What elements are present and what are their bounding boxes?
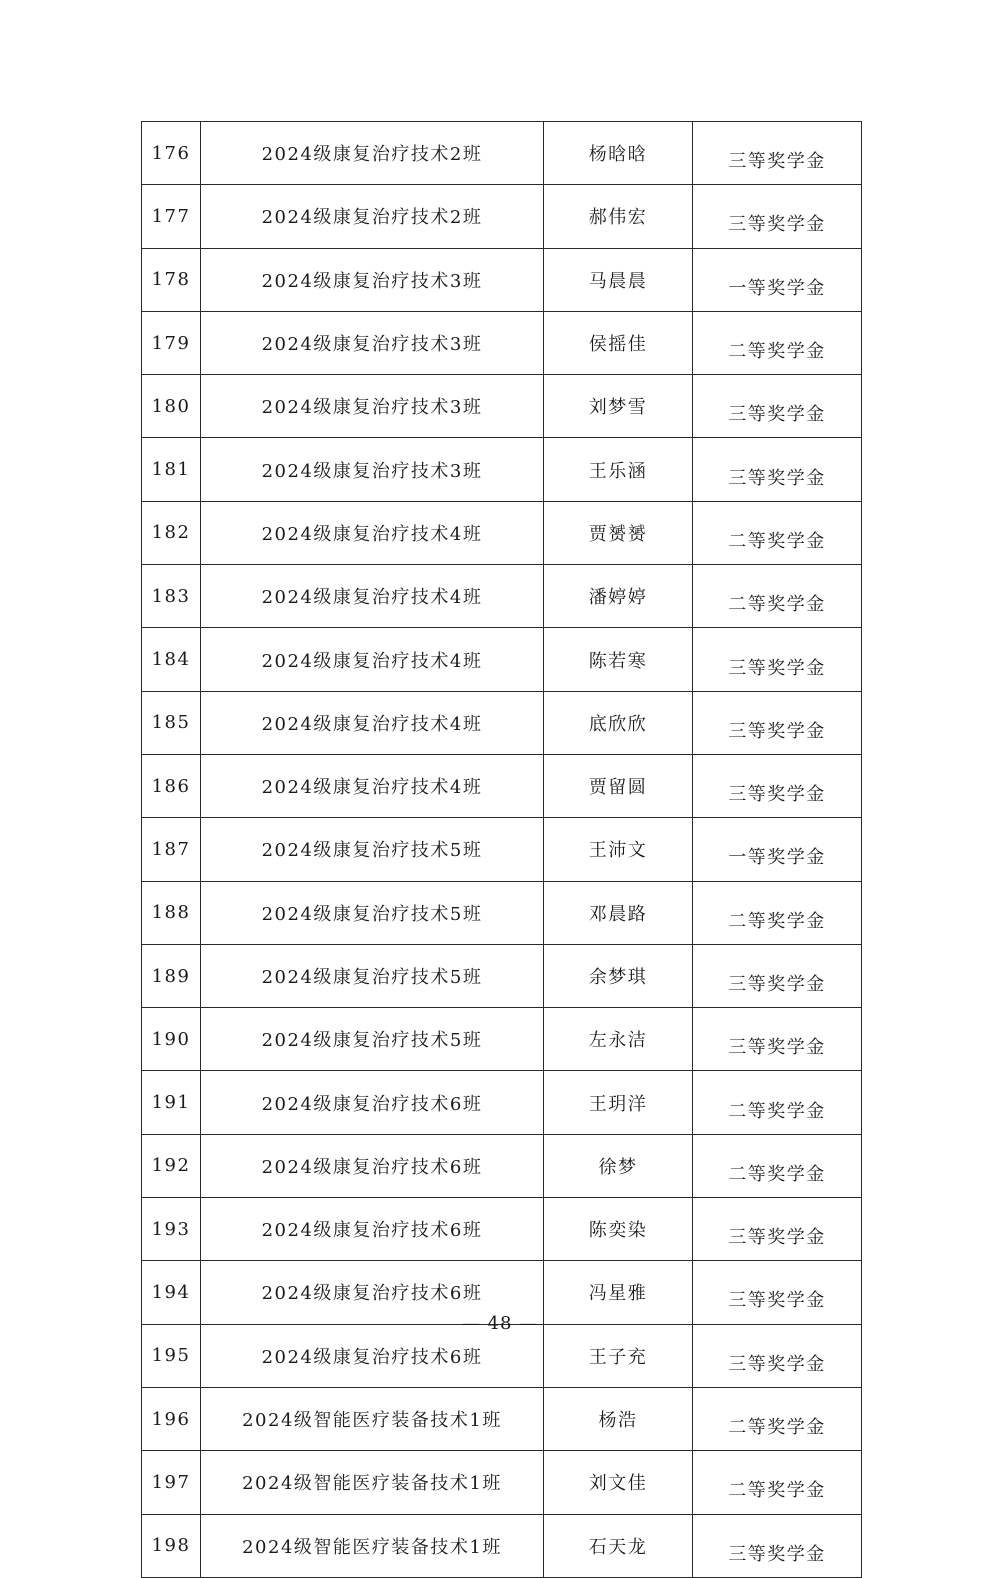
student-name: 石天龙 [544,1514,693,1577]
student-name: 王玥洋 [544,1071,693,1134]
table-row [142,818,862,881]
table-row [142,565,862,628]
class-name: 2024级康复治疗技术4班 [201,628,544,691]
row-number: 177 [142,185,201,248]
row-number: 195 [142,1324,201,1387]
table-row [142,311,862,374]
table-row [142,375,862,438]
award-level: 三等奖学金 [693,628,862,691]
class-name: 2024级康复治疗技术3班 [201,311,544,374]
table-row [142,248,862,311]
student-name: 徐梦 [544,1134,693,1197]
row-number: 198 [142,1514,201,1577]
award-level: 三等奖学金 [693,691,862,754]
student-name: 冯星雅 [544,1261,693,1324]
row-number: 181 [142,438,201,501]
class-name: 2024级康复治疗技术3班 [201,438,544,501]
row-number: 179 [142,311,201,374]
table-row [142,438,862,501]
class-name: 2024级康复治疗技术2班 [201,185,544,248]
class-name: 2024级康复治疗技术4班 [201,501,544,564]
student-name: 郝伟宏 [544,185,693,248]
class-name: 2024级康复治疗技术3班 [201,375,544,438]
class-name: 2024级康复治疗技术4班 [201,565,544,628]
table-row [142,944,862,1007]
class-name: 2024级康复治疗技术4班 [201,754,544,817]
student-name: 杨晗晗 [544,122,693,185]
award-level: 三等奖学金 [693,185,862,248]
award-level: 三等奖学金 [693,1198,862,1261]
table-row [142,881,862,944]
award-level: 三等奖学金 [693,122,862,185]
row-number: 187 [142,818,201,881]
student-name: 潘婷婷 [544,565,693,628]
student-name: 邓晨路 [544,881,693,944]
student-name: 王子充 [544,1324,693,1387]
student-name: 左永洁 [544,1008,693,1071]
award-level: 二等奖学金 [693,565,862,628]
table-row [142,691,862,754]
row-number: 178 [142,248,201,311]
award-level: 二等奖学金 [693,881,862,944]
page-number: — 48 — [461,1313,539,1334]
row-number: 191 [142,1071,201,1134]
table-row [142,1451,862,1514]
award-level: 二等奖学金 [693,1387,862,1450]
table-row [142,1071,862,1134]
table-body [142,122,862,1578]
class-name: 2024级康复治疗技术5班 [201,818,544,881]
student-name: 刘文佳 [544,1451,693,1514]
table-row [142,1134,862,1197]
class-name: 2024级康复治疗技术6班 [201,1071,544,1134]
class-name: 2024级康复治疗技术5班 [201,1008,544,1071]
class-name: 2024级康复治疗技术2班 [201,122,544,185]
award-level: 一等奖学金 [693,248,862,311]
award-level: 三等奖学金 [693,1008,862,1071]
table-row [142,185,862,248]
student-name: 余梦琪 [544,944,693,1007]
award-level: 三等奖学金 [693,754,862,817]
class-name: 2024级康复治疗技术6班 [201,1198,544,1261]
award-level: 二等奖学金 [693,1134,862,1197]
table-row [142,754,862,817]
row-number: 183 [142,565,201,628]
row-number: 194 [142,1261,201,1324]
table-row [142,1387,862,1450]
class-name: 2024级康复治疗技术3班 [201,248,544,311]
class-name: 2024级康复治疗技术6班 [201,1134,544,1197]
row-number: 185 [142,691,201,754]
table-row [142,1008,862,1071]
student-name: 陈若寒 [544,628,693,691]
row-number: 186 [142,754,201,817]
award-level: 一等奖学金 [693,818,862,881]
student-name: 贾留圆 [544,754,693,817]
award-level: 三等奖学金 [693,1261,862,1324]
student-name: 贾赟赟 [544,501,693,564]
award-level: 二等奖学金 [693,311,862,374]
row-number: 192 [142,1134,201,1197]
table-row [142,628,862,691]
student-name: 杨浩 [544,1387,693,1450]
student-name: 侯摇佳 [544,311,693,374]
row-number: 184 [142,628,201,691]
row-number: 176 [142,122,201,185]
row-number: 188 [142,881,201,944]
class-name: 2024级智能医疗装备技术1班 [201,1451,544,1514]
row-number: 197 [142,1451,201,1514]
table-row [142,501,862,564]
class-name: 2024级智能医疗装备技术1班 [201,1387,544,1450]
student-name: 王乐涵 [544,438,693,501]
award-level: 三等奖学金 [693,375,862,438]
row-number: 190 [142,1008,201,1071]
award-level: 三等奖学金 [693,438,862,501]
student-name: 底欣欣 [544,691,693,754]
student-name: 马晨晨 [544,248,693,311]
row-number: 189 [142,944,201,1007]
row-number: 193 [142,1198,201,1261]
award-level: 三等奖学金 [693,1514,862,1577]
table-row [142,122,862,185]
award-level: 三等奖学金 [693,944,862,1007]
class-name: 2024级康复治疗技术5班 [201,881,544,944]
scholarship-table [141,121,862,1578]
award-level: 二等奖学金 [693,501,862,564]
student-name: 刘梦雪 [544,375,693,438]
award-level: 二等奖学金 [693,1071,862,1134]
class-name: 2024级康复治疗技术5班 [201,944,544,1007]
student-name: 王沛文 [544,818,693,881]
class-name: 2024级康复治疗技术6班 [201,1261,544,1324]
class-name: 2024级智能医疗装备技术1班 [201,1514,544,1577]
table-row [142,1198,862,1261]
row-number: 182 [142,501,201,564]
award-level: 二等奖学金 [693,1451,862,1514]
row-number: 180 [142,375,201,438]
student-name: 陈奕染 [544,1198,693,1261]
class-name: 2024级康复治疗技术6班 [201,1324,544,1387]
table-row [142,1514,862,1577]
row-number: 196 [142,1387,201,1450]
class-name: 2024级康复治疗技术4班 [201,691,544,754]
award-level: 三等奖学金 [693,1324,862,1387]
